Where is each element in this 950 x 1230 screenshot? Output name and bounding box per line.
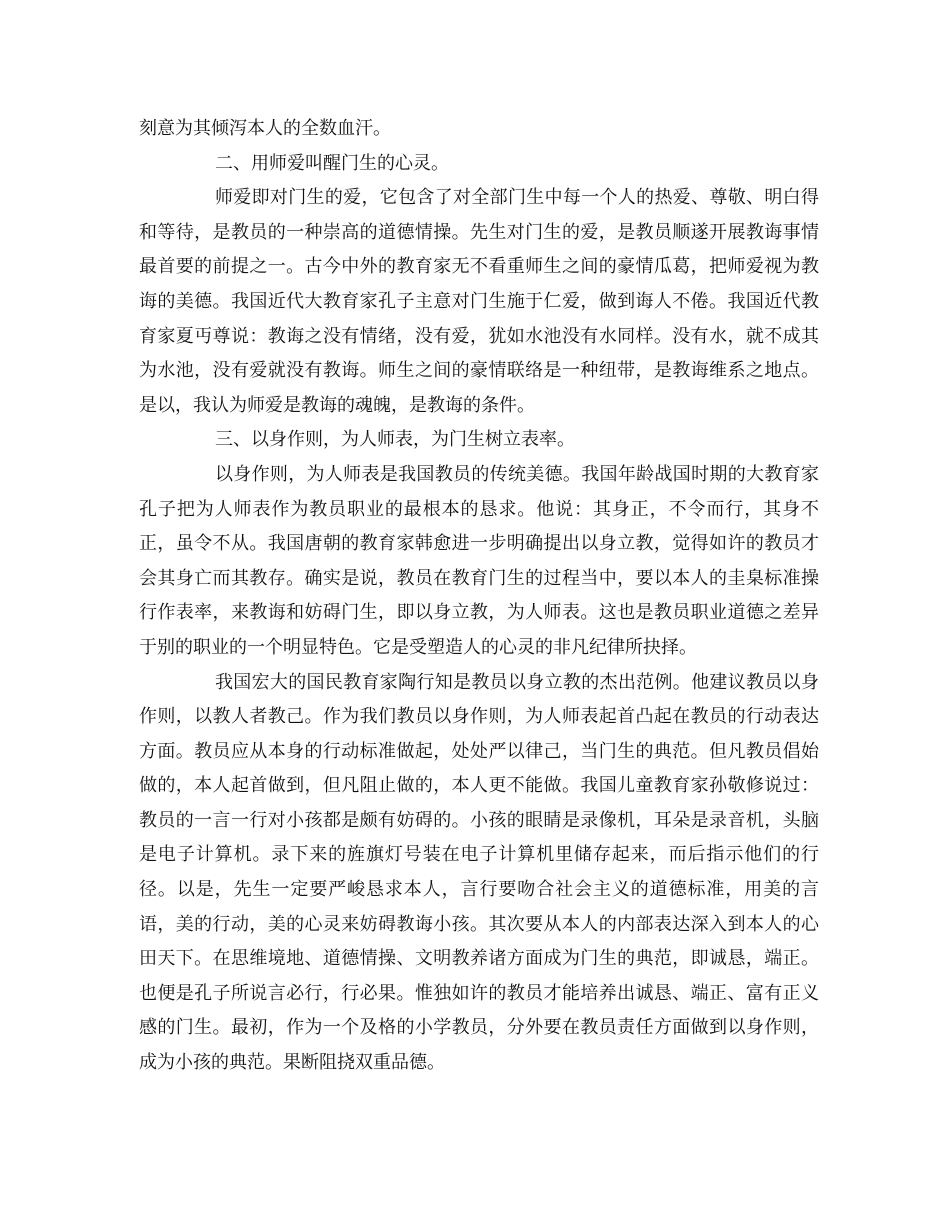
section-heading-2: 二、用师爱叫醒门生的心灵。 <box>215 152 449 174</box>
paragraph-tao-xingzhi: 我国宏大的国民教育家陶行知是教员以身立教的杰出范例。他建议教员以身作则，以教人者教己。作为我们教员以身作则，为人师表起首凸起在教员的行动表达方面。教员应从本身的行动标准做起，处处严以律己，当门生的典范。但凡教员倡始做的，本人起首做到，但凡阻止做的，本人更不能做。我国儿童教育家孙敬修说过：教员的一言一行对小孩都是颇有妨碍的。小孩的眼睛是录像机，耳朵是录音机，头脑是电子计算机。录下来的旌旗灯号装在电子计算机里储存起来，而后指示他们的行径。以是，先生一定要严峻恳求本人，言行要吻合社会主义的道德标准，用美的言语，美的行动，美的心灵来妨碍教诲小孩。其次要从本人的内部表达深入到本人的心田天下。在思维境地、道德情操、文明教养诸方面成为门生的典范，即诚恳，端正。也便是孔子所说言必行，行必果。惟独如许的教员才能培养出诚恳、端正、富有正义感的门生。最初，作为一个及格的小学教员，分外要在教员责任方面做到以身作则，成为小孩的典范。果断阻挠双重品德。 <box>139 671 819 1074</box>
paragraph-teacher-love: 师爱即对门生的爱，它包含了对全部门生中每一个人的热爱、尊敬、明白得和等待，是教员的一种崇高的道德情操。先生对门生的爱，是教员顺遂开展教诲事情最首要的前提之一。古今中外的教育家无不看重师生之间的豪情瓜葛，把师爱视为教诲的美德。我国近代大教育家孔子主意对门生施于仁爱，做到诲人不倦。我国近代教育家夏丏尊说：教诲之没有情绪，没有爱，犹如水池没有水同样。没有水，就不成其为水池，没有爱就没有教诲。师生之间的豪情联络是一种纽带，是教诲维系之地点。是以，我认为师爱是教诲的魂魄，是教诲的条件。 <box>139 187 819 416</box>
document-body <box>139 112 819 1081</box>
section-heading-3: 三、以身作则，为人师表，为门生树立表率。 <box>215 429 575 451</box>
paragraph-role-model: 以身作则，为人师表是我国教员的传统美德。我国年龄战国时期的大教育家孔子把为人师表作为教员职业的最根本的恳求。他说：其身正，不令而行，其身不正，虽令不从。我国唐朝的教育家韩愈进一步明确提出以身立教，觉得如许的教员才会其身亡而其教存。确实是说，教员在教育门生的过程当中，要以本人的圭臬标准操行作表率，来教诲和妨碍门生，即以身立教，为人师表。这也是教员职业道德之差异于别的职业的一个明显特色。它是受塑造人的心灵的非凡纪律所抉择。 <box>139 463 819 658</box>
continuation-paragraph: 刻意为其倾泻本人的全数血汗。 <box>139 118 391 139</box>
